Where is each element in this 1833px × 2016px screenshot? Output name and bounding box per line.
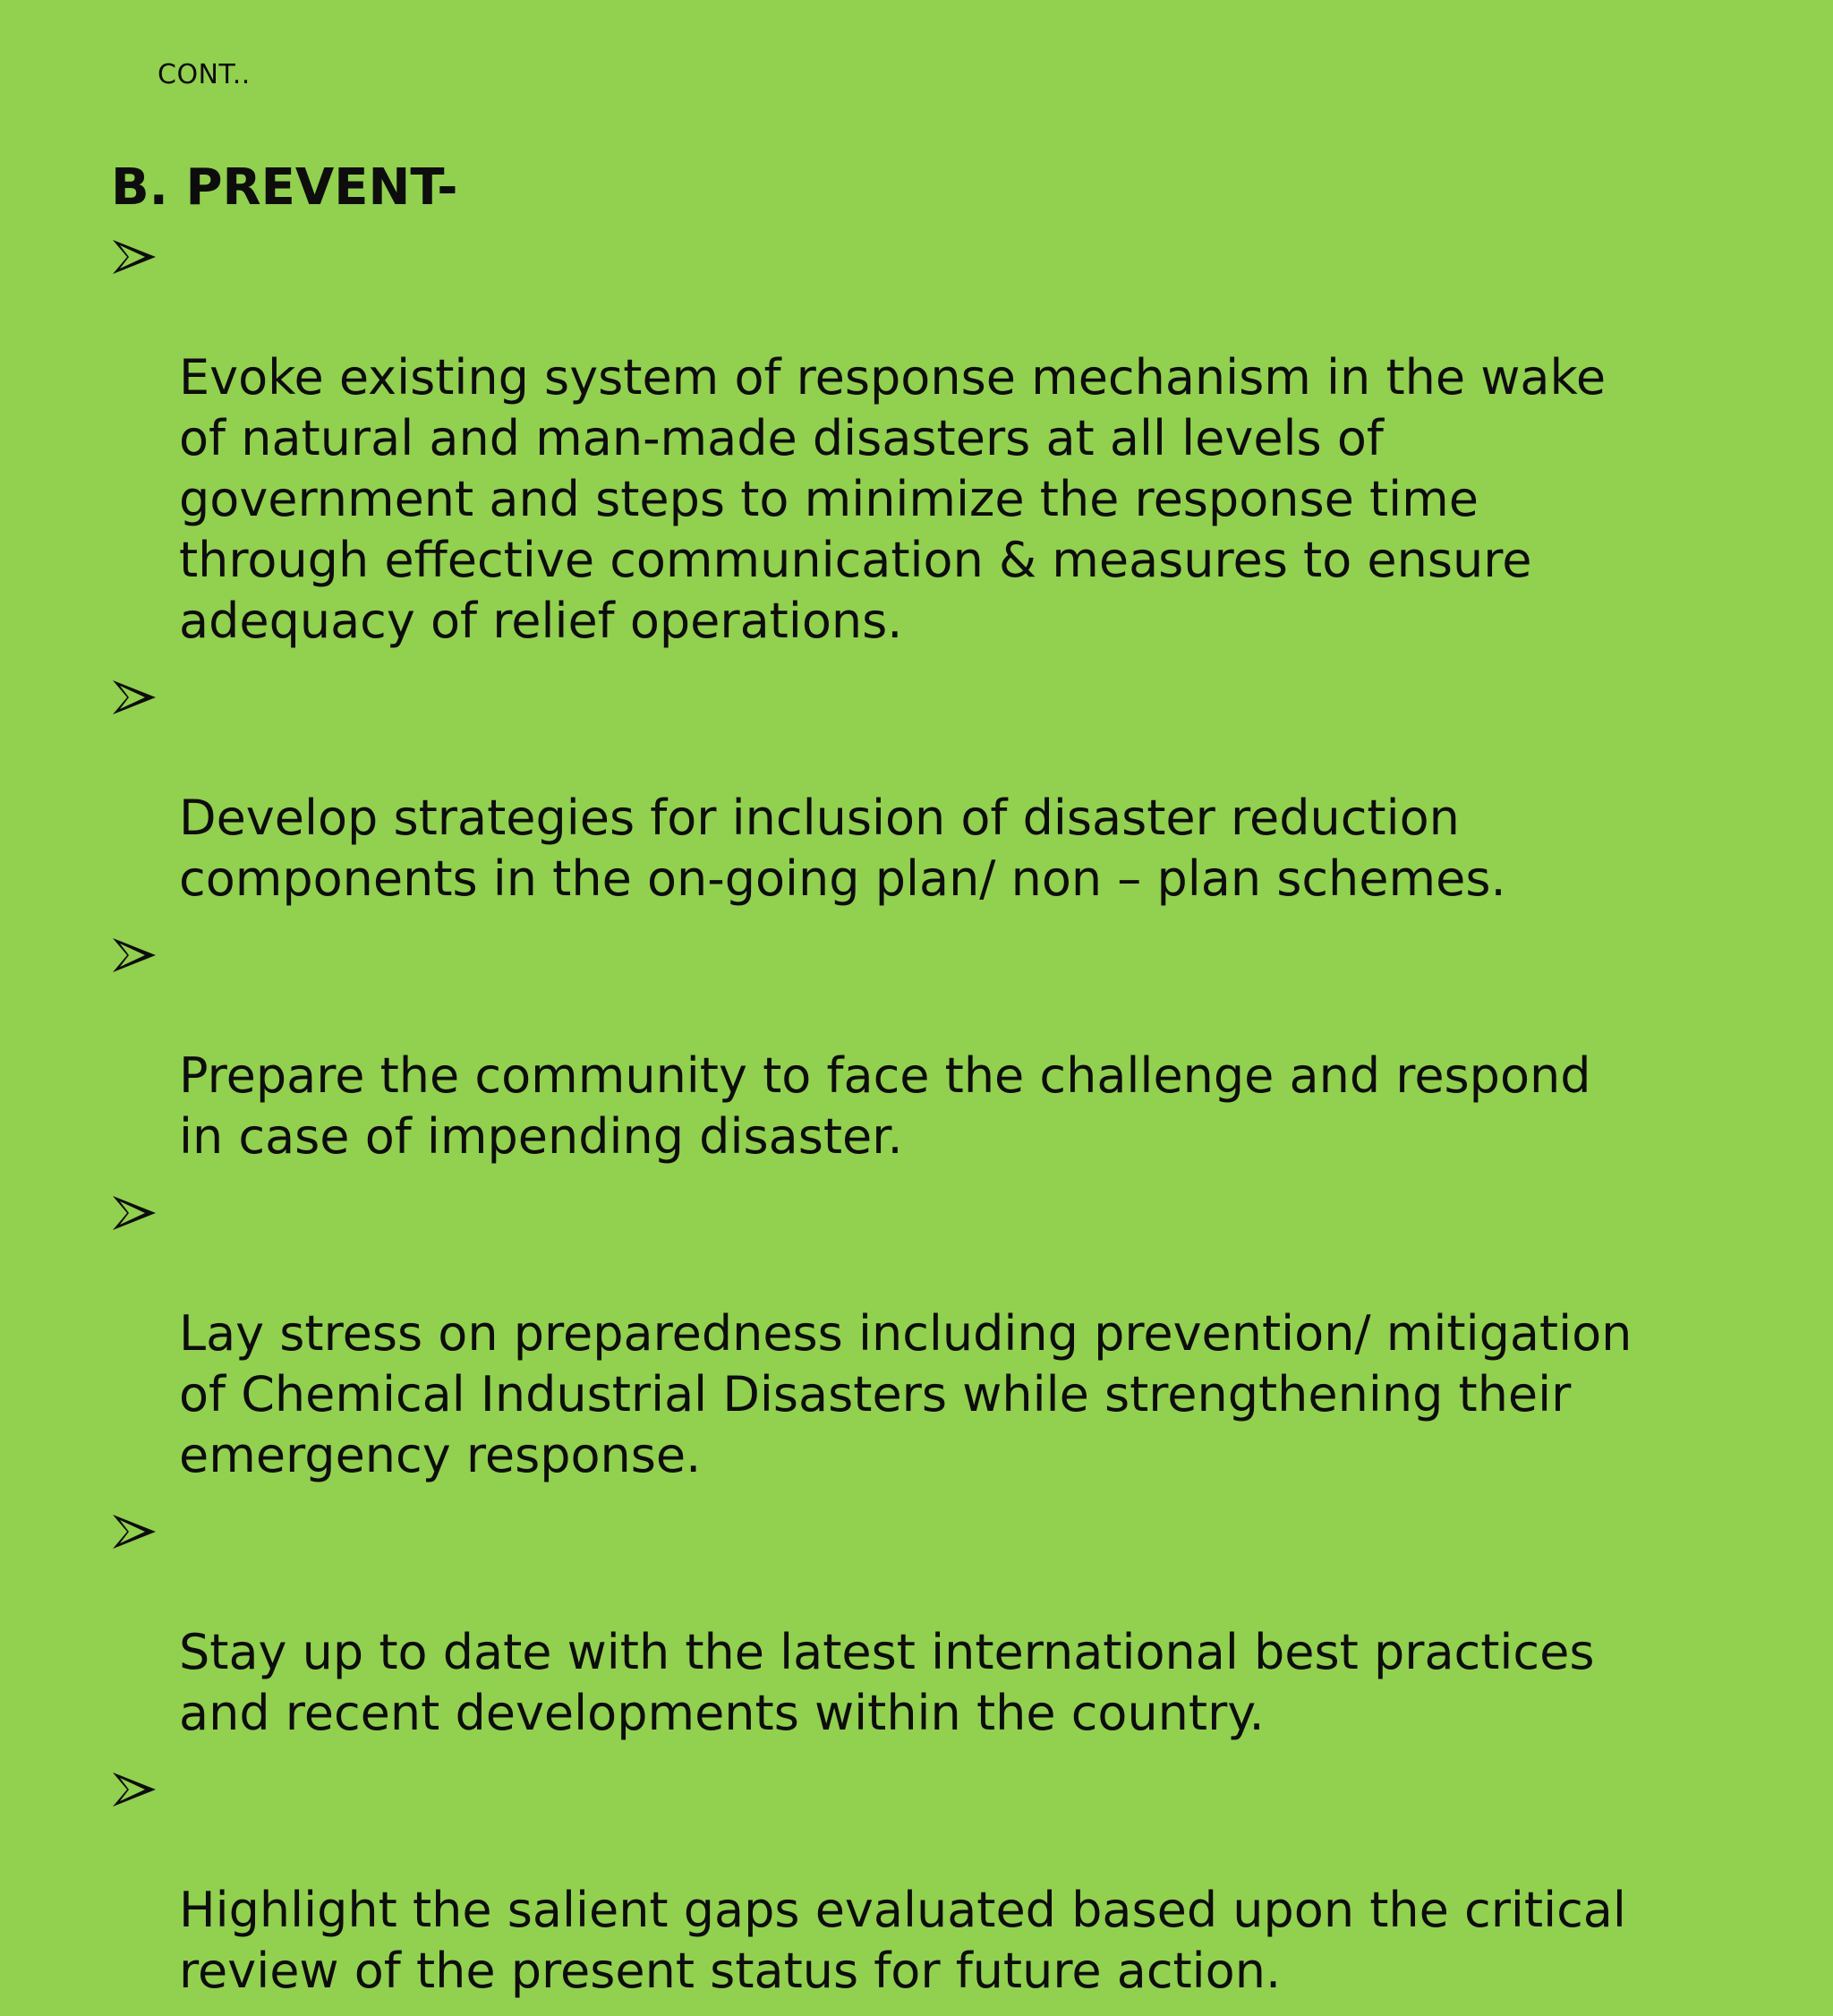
arrowhead-bullet-icon	[111, 679, 158, 716]
bullet-text: Stay up to date with the latest international best practices and recent developments within the country.	[179, 1624, 1595, 1741]
bullet-item	[111, 1500, 1776, 1744]
bullet-text: Prepare the community to face the challenge and respond in case of impending disaster.	[179, 1047, 1591, 1165]
bullet-item	[111, 666, 1776, 910]
arrowhead-bullet-icon	[111, 1513, 158, 1550]
arrowhead-bullet-icon	[111, 936, 158, 974]
bullet-item	[111, 1182, 1776, 1486]
slide-content	[111, 158, 1776, 2016]
bullet-list	[111, 226, 1776, 2002]
bullet-item	[111, 1758, 1776, 2002]
bullet-item	[111, 924, 1776, 1167]
section-heading: B. PREVENT-	[111, 158, 458, 217]
bullet-text: Evoke existing system of response mechanism in the wake of natural and man-made disasters at all levels of government and steps to minimize the response time through effective communication & measures to ensure adequacy of relief operations.	[179, 349, 1607, 649]
arrowhead-bullet-icon	[111, 238, 158, 276]
bullet-text: Lay stress on preparedness including prevention/ mitigation of Chemical Industrial Disasters while strengthening their emergency response.	[179, 1305, 1633, 1483]
bullet-item	[111, 226, 1776, 652]
bullet-text: Develop strategies for inclusion of disaster reduction components in the on-going plan/ non – plan schemes.	[179, 790, 1506, 907]
arrowhead-bullet-icon	[111, 1194, 158, 1232]
slide-title: CONT..	[158, 59, 251, 90]
bullet-text: Highlight the salient gaps evaluated based upon the critical review of the present status for future action.	[179, 1882, 1626, 1999]
arrowhead-bullet-icon	[111, 1771, 158, 1808]
